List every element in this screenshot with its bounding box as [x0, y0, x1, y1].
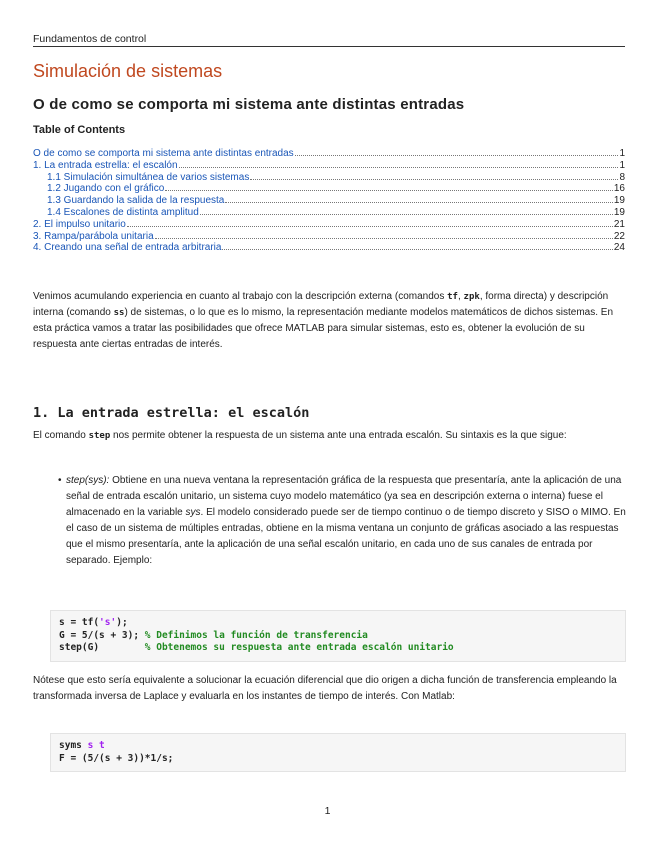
code-line: [59, 753, 617, 766]
code-block[interactable]: [50, 610, 626, 662]
intro-paragraph: [33, 289, 625, 353]
code-text: syms: [59, 740, 88, 751]
toc-entry[interactable]: [33, 195, 625, 207]
toc-entry[interactable]: [33, 160, 625, 172]
text-run: El comando: [33, 430, 89, 441]
toc-heading: Table of Contents: [33, 124, 126, 136]
toc-leader: [155, 238, 613, 239]
code-text: F = (5/(s + 3))*1/s;: [59, 752, 174, 764]
bullet-item: [58, 473, 626, 569]
running-header: Fundamentos de control: [33, 33, 625, 47]
code-line: [59, 617, 617, 630]
toc-link[interactable]: 1. La entrada estrella: el escalón: [33, 159, 178, 171]
toc-entry[interactable]: [33, 231, 625, 243]
toc-link[interactable]: 1.3 Guardando la salida de la respuesta: [47, 195, 225, 207]
code-block[interactable]: [50, 733, 626, 772]
toc-page-number: 19: [613, 206, 625, 218]
toc-link[interactable]: 4. Creando una señal de entrada arbitraria: [33, 242, 222, 254]
toc-entry[interactable]: [33, 207, 625, 219]
toc-leader: [179, 167, 619, 168]
section-heading: 1. La entrada estrella: el escalón: [33, 405, 310, 421]
toc-page-number: 19: [613, 195, 625, 207]
code-symbol: s t: [87, 740, 105, 751]
toc-link[interactable]: 2. El impulso unitario: [33, 218, 126, 230]
toc-entry[interactable]: [33, 148, 625, 160]
toc-entry[interactable]: [33, 183, 625, 195]
code-string: 's': [99, 617, 117, 628]
toc-page-number: 21: [613, 218, 625, 230]
toc-leader: [127, 226, 613, 227]
page-number: 1: [324, 805, 331, 817]
code-text: s = tf(: [59, 617, 100, 628]
toc-page-number: 16: [613, 183, 625, 195]
toc-page-number: 1: [619, 159, 625, 171]
inline-code: tf: [447, 292, 458, 302]
toc-link[interactable]: 1.2 Jugando con el gráfico: [47, 183, 165, 195]
toc-entry[interactable]: [33, 172, 625, 184]
variable-name: sys: [185, 507, 201, 518]
table-of-contents: [33, 148, 625, 254]
document-subtitle: O de como se comporta mi sistema ante distintas entradas: [33, 96, 465, 113]
code-text: G = 5/(s + 3);: [59, 629, 145, 641]
text-run: Venimos acumulando experiencia en cuanto al trabajo con la descripción externa (comandos: [33, 291, 448, 302]
function-signature: step(sys):: [66, 475, 110, 486]
toc-leader: [295, 155, 619, 156]
text-run: . El modelo considerado puede ser de tiempo continuo o de tiempo discreto y SISO o MIMO. En el caso de un sistema de múltiples entradas, obtiene en la misma ventana un conjunto de gráficas asociado a las respuestas que el mismo presentaría, ante la aplicación de una señal escalón unitario, en cada uno de sus canales de entrada por separado. Ejemplo:: [66, 507, 626, 566]
toc-leader: [222, 249, 612, 250]
page-title: Simulación de sistemas: [33, 61, 223, 81]
code-line: [59, 740, 617, 753]
code-line: [59, 630, 617, 643]
bullet-dot-icon: •: [58, 475, 62, 486]
inline-code: step: [88, 431, 111, 441]
toc-page-number: 8: [619, 171, 625, 183]
toc-link[interactable]: 1.1 Simulación simultánea de varios sistemas: [47, 171, 250, 183]
inline-code: ss: [113, 308, 125, 318]
toc-leader: [250, 179, 618, 180]
toc-page-number: 22: [613, 230, 625, 242]
text-run: nos permite obtener la respuesta de un sistema ante una entrada escalón. Su sintaxis es la que sigue:: [110, 430, 567, 441]
text-run: , forma directa) y descripción interna (comando: [33, 291, 609, 318]
toc-link[interactable]: O de como se comporta mi sistema ante distintas entradas: [33, 148, 294, 159]
code-text: );: [116, 617, 128, 628]
code-line: [59, 642, 617, 655]
code-comment: % Obtenemos su respuesta ante entrada escalón unitario: [144, 642, 454, 653]
toc-leader: [200, 214, 613, 215]
text-run: ,: [457, 291, 464, 302]
text-run: ) de sistemas, o lo que es lo mismo, la representación mediante modelos matemáticos de dichos sistemas. En esta práctica vamos a tratar las posibilidades que ofrece MATLAB para simular sistemas, esto es, obtener la evolución de su respuesta ante ciertas entradas de interés.: [33, 307, 614, 350]
text-run: Obtiene en una nueva ventana la representación gráfica de la respuesta que presentaría, ante la aplicación de una señal de entrada escalón unitario, un sistema cuyo modelo matemático (ya sea en descripción externa o interna) fuese el almacenado en la variable: [66, 475, 622, 518]
toc-leader: [225, 202, 613, 203]
toc-entry[interactable]: [33, 219, 625, 231]
toc-leader: [165, 190, 613, 191]
toc-link[interactable]: 3. Rampa/parábola unitaria: [33, 230, 154, 242]
code-text: step(G): [59, 642, 145, 653]
paragraph: Nótese que esto sería equivalente a solucionar la ecuación diferencial que dio origen a dicha función de transferencia empleando la transformada inversa de Laplace y evaluarla en los instantes de tiempo de interés. Con Matlab:: [33, 675, 617, 702]
code-comment: % Definimos la función de transferencia: [144, 629, 368, 641]
inline-code: zpk: [463, 292, 480, 302]
section-paragraph: [33, 428, 625, 444]
toc-link[interactable]: 1.4 Escalones de distinta amplitud: [47, 206, 199, 218]
toc-page-number: 1: [619, 148, 625, 159]
toc-page-number: 24: [613, 242, 625, 254]
toc-entry[interactable]: [33, 242, 625, 254]
